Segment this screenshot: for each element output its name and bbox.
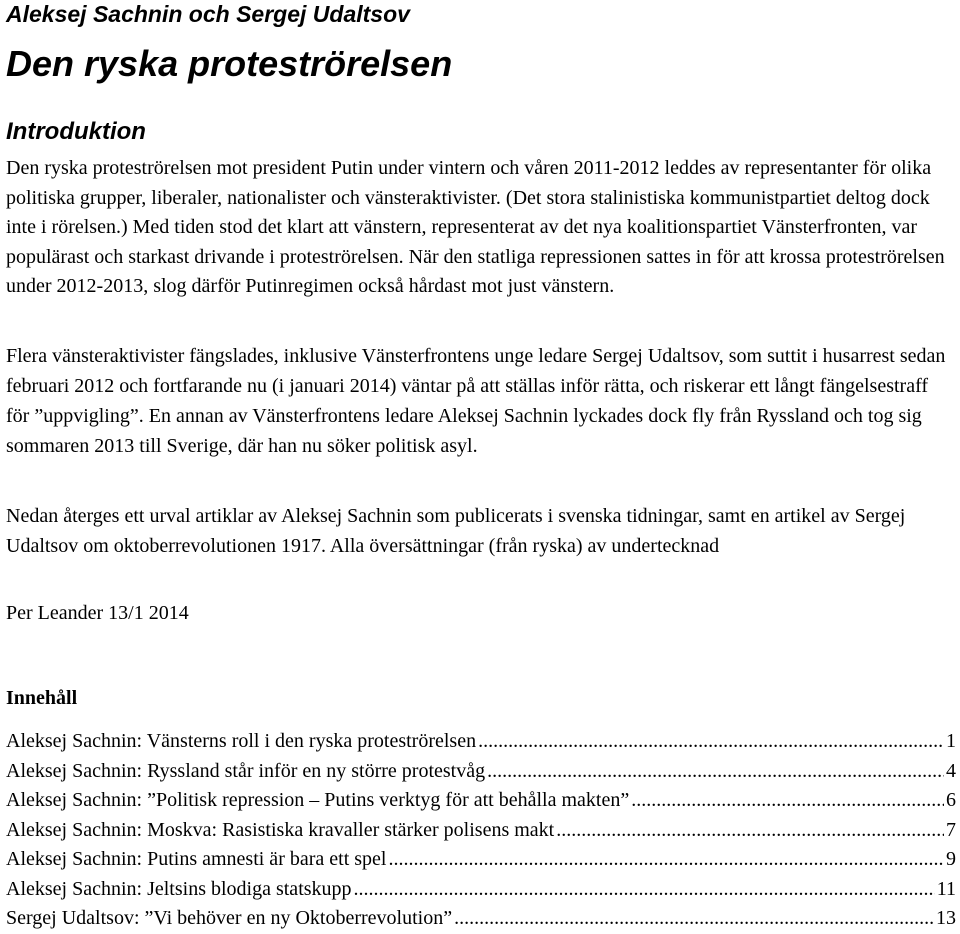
toc-dot-leader (556, 816, 944, 846)
toc-entry-title: Aleksej Sachnin: ”Politisk repression – Putins verktyg för att behålla makten” (6, 789, 630, 811)
toc-page-number: 4 (946, 759, 956, 782)
toc-entry[interactable] (6, 816, 956, 846)
author-line: Aleksej Sachnin och Sergej Udaltsov (6, 1, 410, 27)
toc-entry-title: Aleksej Sachnin: Moskva: Rasistiska kravaller stärker polisens makt (6, 818, 555, 841)
toc-page-number: 6 (946, 789, 956, 811)
toc-dot-leader (478, 727, 944, 757)
toc-dot-leader (388, 845, 944, 875)
toc-entry[interactable] (6, 786, 956, 816)
document-title: Den ryska proteströrelsen (6, 43, 453, 84)
table-of-contents (6, 727, 956, 934)
toc-entry[interactable] (6, 757, 956, 787)
toc-page-number: 13 (936, 907, 956, 929)
toc-page-number: 1 (946, 730, 956, 752)
toc-entry-title: Aleksej Sachnin: Vänsterns roll i den ryska proteströrelsen (6, 730, 477, 752)
toc-heading: Innehåll (6, 687, 78, 709)
intro-paragraph: Den ryska proteströrelsen mot president Putin under vintern och våren 2011-2012 leddes av representanter för olika politiska grupper, liberaler, nationalister och vänsteraktivister. (Det stora stalinistiska kommunistpartiet deltog dock inte i rörelsen.) Med tiden stod det klart att vänstern, representerat av det nya koalitionspartiet Vänsterfronten, var populärast och starkast drivande i proteströrelsen. När den statliga repressionen sattes in för att krossa proteströrelsen under 2012-2013, slog därför Putinregimen också hårdast mot just vänstern. (6, 157, 945, 297)
toc-entry[interactable] (6, 845, 956, 875)
toc-entry[interactable] (6, 904, 956, 934)
selection-paragraph: Nedan återges ett urval artiklar av Aleksej Sachnin som publicerats i svenska tidningar, samt en artikel av Sergej Udaltsov om oktoberrevolutionen 1917. Alla översättningar (från ryska) av undertecknad (6, 505, 906, 557)
toc-page-number: 7 (946, 818, 956, 841)
toc-dot-leader (631, 786, 944, 816)
toc-dot-leader (354, 875, 935, 905)
toc-dot-leader (487, 757, 944, 787)
toc-entry[interactable] (6, 727, 956, 757)
section-heading-introduktion: Introduktion (6, 118, 146, 145)
toc-dot-leader (454, 904, 934, 934)
toc-entry-title: Aleksej Sachnin: Jeltsins blodiga statskupp (6, 877, 352, 900)
toc-page-number: 9 (946, 848, 956, 870)
signature-line: Per Leander 13/1 2014 (6, 602, 189, 624)
toc-page-number: 11 (936, 877, 956, 900)
toc-entry[interactable] (6, 875, 956, 905)
activists-paragraph: Flera vänsteraktivister fängslades, inklusive Vänsterfrontens unge ledare Sergej Udaltsov, som suttit i husarrest sedan februari 2012 och fortfarande nu (i januari 2014) väntar på att ställas inför rätta, och riskerar ett långt fängelsestraff för ”uppvigling”. En annan av Vänsterfrontens ledare Aleksej Sachnin lyckades dock fly från Ryssland och tog sig sommaren 2013 till Sverige, där han nu söker politisk asyl. (6, 345, 946, 457)
toc-entry-title: Aleksej Sachnin: Ryssland står inför en ny större protestvåg (6, 759, 486, 782)
toc-entry-title: Aleksej Sachnin: Putins amnesti är bara ett spel (6, 848, 387, 870)
toc-entry-title: Sergej Udaltsov: ”Vi behöver en ny Oktoberrevolution” (6, 907, 453, 929)
